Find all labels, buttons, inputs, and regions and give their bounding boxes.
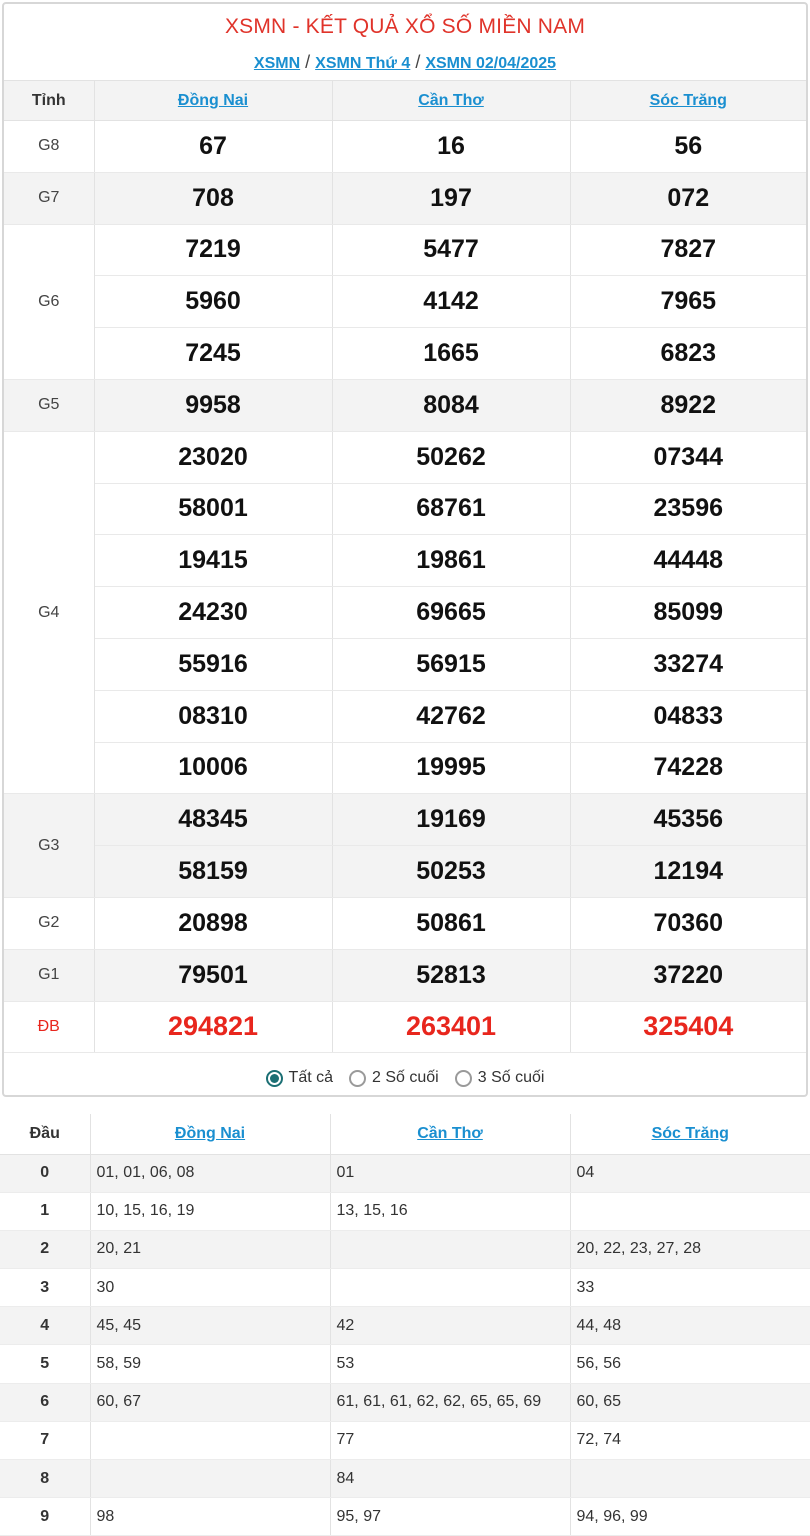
prize-number: 19995 (332, 742, 570, 794)
prize-number: 33274 (570, 638, 806, 690)
prize-number: 8922 (570, 379, 806, 431)
prize-number: 12194 (570, 846, 806, 898)
results-header-row (4, 81, 806, 121)
dau-values: 60, 67 (90, 1383, 330, 1421)
dau-digit: 1 (0, 1192, 90, 1230)
dau-values: 77 (330, 1421, 570, 1459)
prize-number: 19861 (332, 535, 570, 587)
prize-number: 70360 (570, 897, 806, 949)
prize-row (4, 949, 806, 1001)
prize-number: 9958 (94, 379, 332, 431)
filter-2-digits-radio[interactable] (349, 1069, 439, 1087)
prize-number: 52813 (332, 949, 570, 1001)
prize-number: 04833 (570, 690, 806, 742)
prize-number: 7245 (94, 328, 332, 380)
prize-row (4, 897, 806, 949)
filter-3-digits-radio[interactable] (455, 1069, 545, 1087)
dau-values: 60, 65 (570, 1383, 810, 1421)
dau-values: 42 (330, 1307, 570, 1345)
prize-number: 19415 (94, 535, 332, 587)
prize-row (4, 121, 806, 173)
dau-row (0, 1460, 810, 1498)
radio-icon[interactable] (349, 1070, 366, 1087)
dau-digit: 8 (0, 1460, 90, 1498)
prize-label: G4 (4, 431, 94, 794)
dau-values: 45, 45 (90, 1307, 330, 1345)
prize-number: 6823 (570, 328, 806, 380)
column-header-tinh: Tỉnh (4, 81, 94, 121)
prize-row (4, 690, 806, 742)
digit-filter (4, 1053, 806, 1103)
prize-number: 24230 (94, 587, 332, 639)
prize-label: ĐB (4, 1001, 94, 1053)
prize-row (4, 431, 806, 483)
dau-values: 04 (570, 1154, 810, 1192)
filter-all-radio[interactable] (266, 1069, 333, 1087)
prize-number: 55916 (94, 638, 332, 690)
breadcrumb-separator: / (415, 52, 421, 72)
prize-number: 5960 (94, 276, 332, 328)
dau-values: 56, 56 (570, 1345, 810, 1383)
prize-number: 7827 (570, 224, 806, 276)
radio-selected-icon[interactable] (266, 1070, 283, 1087)
prize-number: 44448 (570, 535, 806, 587)
filter-label: Tất cả (288, 1069, 334, 1087)
prize-number: 68761 (332, 483, 570, 535)
prize-number: 19169 (332, 794, 570, 846)
results-card (2, 2, 808, 1097)
dau-digit: 3 (0, 1269, 90, 1307)
special-prize-number: 263401 (332, 1001, 570, 1053)
province-link-dong-nai[interactable]: Đồng Nai (174, 1124, 246, 1142)
prize-number: 1665 (332, 328, 570, 380)
column-header-province (90, 1114, 330, 1154)
prize-label: G1 (4, 949, 94, 1001)
prize-number: 197 (332, 172, 570, 224)
filter-label: 2 Số cuối (372, 1069, 439, 1087)
column-header-province (332, 81, 570, 121)
radio-icon[interactable] (455, 1070, 472, 1087)
prize-label: G6 (4, 224, 94, 379)
dau-row (0, 1269, 810, 1307)
prize-number: 67 (94, 121, 332, 173)
prize-number: 50861 (332, 897, 570, 949)
prize-number: 56915 (332, 638, 570, 690)
prize-number: 10006 (94, 742, 332, 794)
breadcrumb-link-xsmn[interactable]: XSMN (253, 55, 301, 72)
prize-number: 56 (570, 121, 806, 173)
prize-number: 74228 (570, 742, 806, 794)
dau-values (90, 1421, 330, 1459)
prize-number: 072 (570, 172, 806, 224)
prize-row (4, 172, 806, 224)
prize-row (4, 587, 806, 639)
prize-row (4, 535, 806, 587)
breadcrumb-separator: / (305, 52, 311, 72)
prize-number: 23020 (94, 431, 332, 483)
dau-values: 10, 15, 16, 19 (90, 1192, 330, 1230)
prize-row (4, 638, 806, 690)
results-table (4, 80, 806, 1053)
dau-digit: 9 (0, 1498, 90, 1536)
prize-label: G5 (4, 379, 94, 431)
province-link-can-tho[interactable]: Cần Thơ (418, 91, 484, 109)
special-prize-number: 325404 (570, 1001, 806, 1053)
prize-number: 85099 (570, 587, 806, 639)
dau-values: 20, 22, 23, 27, 28 (570, 1230, 810, 1268)
prize-row (4, 379, 806, 431)
dau-values: 58, 59 (90, 1345, 330, 1383)
dau-row (0, 1154, 810, 1192)
prize-number: 07344 (570, 431, 806, 483)
dau-values (90, 1460, 330, 1498)
dau-values (570, 1192, 810, 1230)
dau-row (0, 1192, 810, 1230)
prize-number: 45356 (570, 794, 806, 846)
dau-values: 72, 74 (570, 1421, 810, 1459)
prize-row (4, 483, 806, 535)
dau-values: 98 (90, 1498, 330, 1536)
dau-values: 30 (90, 1269, 330, 1307)
dau-row (0, 1345, 810, 1383)
prize-number: 5477 (332, 224, 570, 276)
prize-number: 23596 (570, 483, 806, 535)
dau-digit: 2 (0, 1230, 90, 1268)
dau-digit: 4 (0, 1307, 90, 1345)
prize-number: 58159 (94, 846, 332, 898)
special-prize-number: 294821 (94, 1001, 332, 1053)
prize-number: 48345 (94, 794, 332, 846)
column-header-province (94, 81, 332, 121)
dau-values: 95, 97 (330, 1498, 570, 1536)
dau-values: 53 (330, 1345, 570, 1383)
prize-row (4, 328, 806, 380)
filter-label: 3 Số cuối (477, 1069, 545, 1087)
dau-values (330, 1269, 570, 1307)
province-link-soc-trang[interactable]: Sóc Trăng (651, 1124, 729, 1142)
prize-number: 50253 (332, 846, 570, 898)
prize-number: 7219 (94, 224, 332, 276)
dau-row (0, 1421, 810, 1459)
province-link-dong-nai[interactable]: Đồng Nai (177, 91, 249, 109)
prize-number: 8084 (332, 379, 570, 431)
dau-row (0, 1307, 810, 1345)
dau-values: 01 (330, 1154, 570, 1192)
prize-row (4, 742, 806, 794)
breadcrumb (4, 48, 806, 80)
column-header-province (570, 1114, 810, 1154)
dau-values: 94, 96, 99 (570, 1498, 810, 1536)
prize-number: 79501 (94, 949, 332, 1001)
page-title: XSMN - KẾT QUẢ XỔ SỐ MIỀN NAM (224, 15, 586, 38)
dau-values: 44, 48 (570, 1307, 810, 1345)
column-header-dau: Đầu (0, 1114, 90, 1154)
prize-number: 42762 (332, 690, 570, 742)
prize-number: 69665 (332, 587, 570, 639)
column-header-province (570, 81, 806, 121)
prize-row (4, 794, 806, 846)
dau-values: 13, 15, 16 (330, 1192, 570, 1230)
dau-row (0, 1230, 810, 1268)
prize-number: 708 (94, 172, 332, 224)
prize-label: G3 (4, 794, 94, 898)
prize-number: 4142 (332, 276, 570, 328)
prize-number: 50262 (332, 431, 570, 483)
dau-values (570, 1460, 810, 1498)
prize-label: G8 (4, 121, 94, 173)
province-link-soc-trang[interactable]: Sóc Trăng (649, 91, 727, 109)
prize-number: 16 (332, 121, 570, 173)
prize-label: G7 (4, 172, 94, 224)
prize-number: 7965 (570, 276, 806, 328)
breadcrumb-link-xsmn-thu-4[interactable]: XSMN Thứ 4 (315, 55, 411, 72)
prize-row (4, 224, 806, 276)
prize-row (4, 276, 806, 328)
dau-values: 84 (330, 1460, 570, 1498)
dau-row (0, 1498, 810, 1536)
dau-header-row (0, 1114, 810, 1154)
dau-table (0, 1114, 810, 1536)
prize-number: 20898 (94, 897, 332, 949)
prize-number: 58001 (94, 483, 332, 535)
dau-digit: 6 (0, 1383, 90, 1421)
dau-values: 01, 01, 06, 08 (90, 1154, 330, 1192)
prize-row (4, 1001, 806, 1053)
column-header-province (330, 1114, 570, 1154)
dau-values (330, 1230, 570, 1268)
prize-label: G2 (4, 897, 94, 949)
breadcrumb-link-xsmn-date[interactable]: XSMN 02/04/2025 (425, 55, 557, 72)
dau-values: 33 (570, 1269, 810, 1307)
dau-digit: 0 (0, 1154, 90, 1192)
dau-digit: 5 (0, 1345, 90, 1383)
dau-row (0, 1383, 810, 1421)
prize-number: 08310 (94, 690, 332, 742)
prize-number: 37220 (570, 949, 806, 1001)
dau-values: 61, 61, 61, 62, 62, 65, 65, 69 (330, 1383, 570, 1421)
dau-values: 20, 21 (90, 1230, 330, 1268)
province-link-can-tho[interactable]: Cần Thơ (417, 1124, 483, 1142)
prize-row (4, 846, 806, 898)
dau-digit: 7 (0, 1421, 90, 1459)
